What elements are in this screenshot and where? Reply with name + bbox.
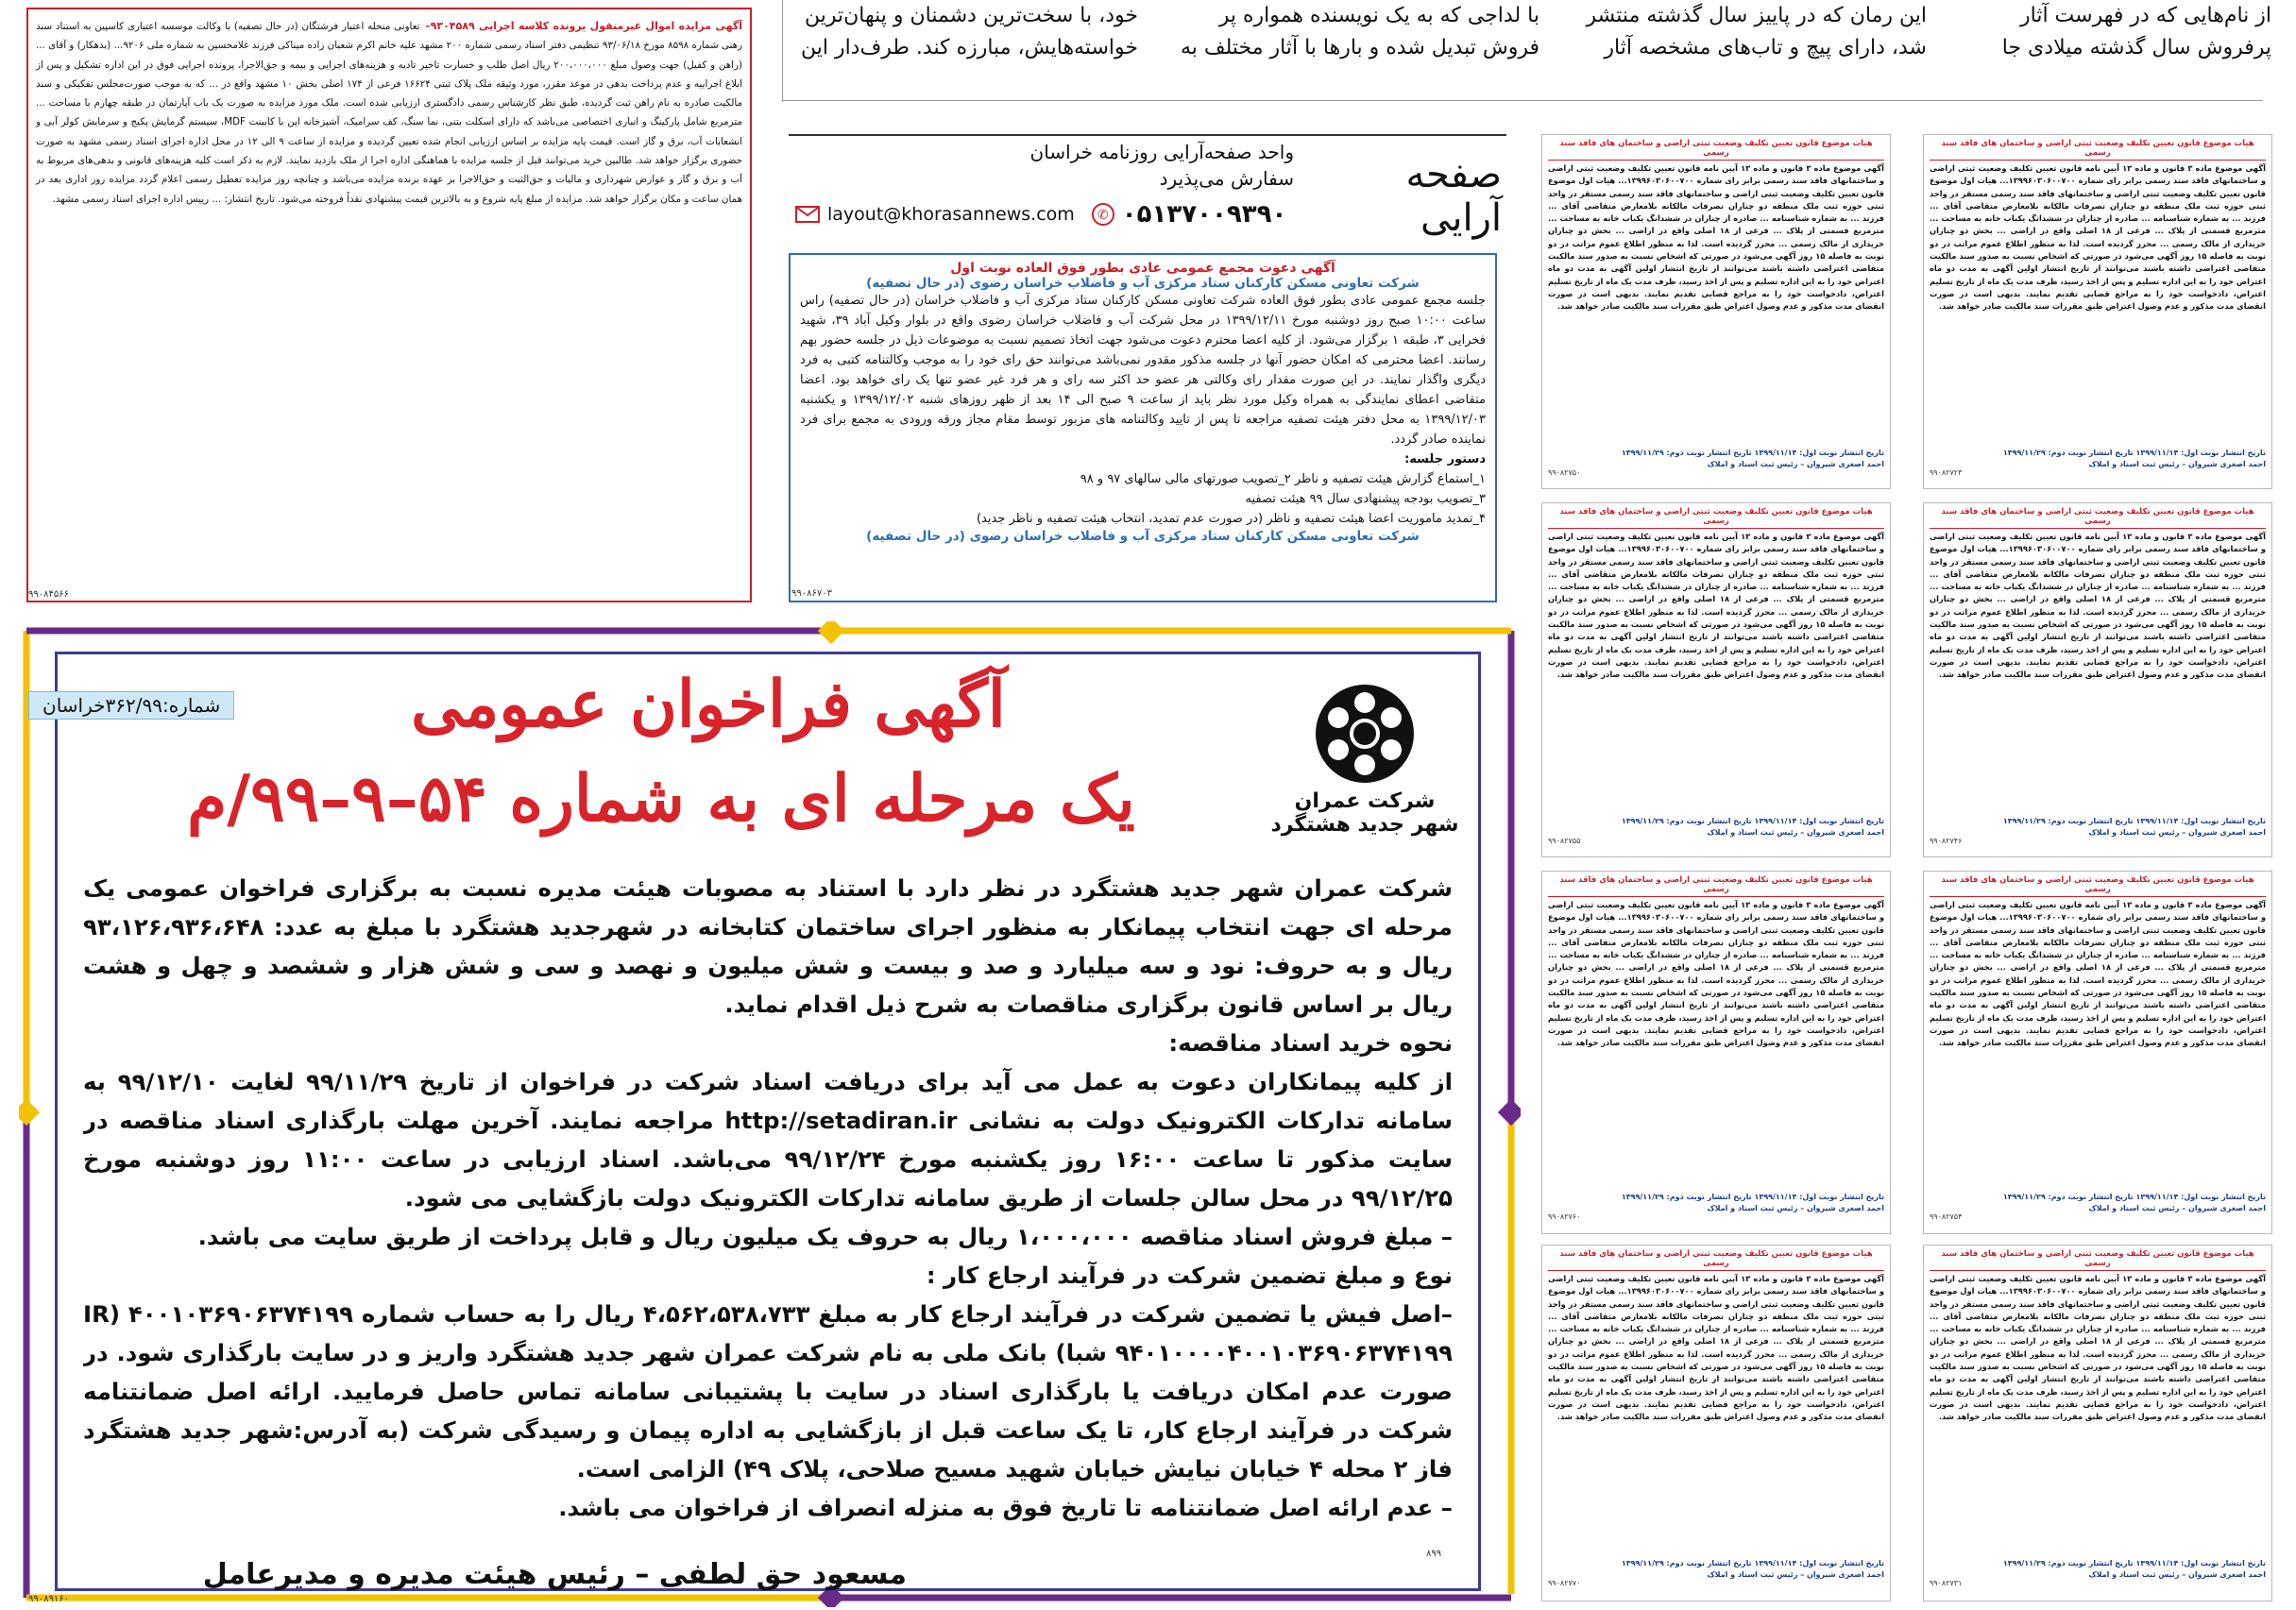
land-notice-ref: ۹۹۰۸۲۷۵۰ — [1548, 468, 1581, 477]
land-notice-body: آگهی موضوع ماده ۳ قانون و ماده ۱۳ آیین نامه قانون تعیین تکلیف وضعیت ثبتی اراضی و ساختمانهای فاقد سند رسمی برابر رای شماره ۱۳۹۹۶۰۳۰۶۰۰۷۰۰... هیات اول موضوع قانون تعیین تکلیف وضعیت ثبتی اراضی و ساختمانهای فاقد سند رسمی مستقر در واحد ثبتی حوزه ثبت ملک منطقه دو چناران تصرفات مالکانه بلامعارض متقاضی آقای ... فرزند ... به شماره شناسنامه ... صادره از چناران در ششدانگ یکباب خانه به مساحت ... مترمربع قسمتی از پلاک ... فرعی از ۱۸ اصلی واقع در اراضی ... بخش دو چناران خریداری از مالک رسمی ... محرز گردیده است. لذا به منظور اطلاع عموم مراتب در دو نوبت به فاصله ۱۵ روز آگهی می‌شود در صورتی که اشخاص نسبت به صدور سند مالکیت متقاضی اعتراضی داشته باشند می‌توانند از تاریخ انتشار اولین آگهی به مدت دو ماه اعتراض خود را به این اداره تسلیم و پس از اخذ رسید، ظرف مدت یک ماه از تاریخ تسلیم اعتراض، دادخواست خود را به مراجع قضایی تقدیم نمایند. بدیهی است در صورت انقضای مدت مذکور و عدم وصول اعتراض طبق مقررات سند مالکیت صادر خواهد شد. — [1548, 163, 1884, 312]
land-notice-signer: احمد اصغری شیروان – رئیس ثبت اسناد و املاک — [2088, 828, 2266, 837]
coop-agenda-label: دستور جلسه: — [1404, 452, 1486, 466]
land-notice-dates: تاریخ انتشار نوبت اول: ۱۳۹۹/۱۱/۱۴ تاریخ انتشار نوبت دوم: ۱۳۹۹/۱۱/۲۹ — [1621, 817, 1884, 825]
coop-notice-title: آگهی دعوت مجمع عمومی عادی بطور فوق العاده نوبت اول — [950, 261, 1335, 276]
article-column-4: از نام‌هایی که در فهرست آثار پرفروش سال گذشته میلادی جا — [2001, 4, 2271, 59]
land-notice-body: آگهی موضوع ماده ۳ قانون و ماده ۱۳ آیین نامه قانون تعیین تکلیف وضعیت ثبتی اراضی و ساختمانهای فاقد سند رسمی برابر رای شماره ۱۳۹۹۶۰۳۰۶۰۰۷۰۰... هیات اول موضوع قانون تعیین تکلیف وضعیت ثبتی اراضی و ساختمانهای فاقد سند رسمی مستقر در واحد ثبتی حوزه ثبت ملک منطقه دو چناران تصرفات مالکانه بلامعارض متقاضی آقای ... فرزند ... به شماره شناسنامه ... صادره از چناران در ششدانگ یکباب خانه به مساحت ... مترمربع قسمتی از پلاک ... فرعی از ۱۸ اصلی واقع در اراضی ... بخش دو چناران خریداری از مالک رسمی ... محرز گردیده است. لذا به منظور اطلاع عموم مراتب در دو نوبت به فاصله ۱۵ روز آگهی می‌شود در صورتی که اشخاص نسبت به صدور سند مالکیت متقاضی اعتراضی داشته باشند می‌توانند از تاریخ انتشار اولین آگهی به مدت دو ماه اعتراض خود را به این اداره تسلیم و پس از اخذ رسید، ظرف مدت یک ماه از تاریخ تسلیم اعتراض، دادخواست خود را به مراجع قضایی تقدیم نمایند. بدیهی است در صورت انقضای مدت مذکور و عدم وصول اعتراض طبق مقررات سند مالکیت صادر خواهد شد. — [1548, 900, 1884, 1048]
land-notice-dates: تاریخ انتشار نوبت اول: ۱۳۹۹/۱۱/۱۴ تاریخ انتشار نوبت دوم: ۱۳۹۹/۱۱/۲۹ — [1621, 449, 1884, 457]
land-notice-dates: تاریخ انتشار نوبت اول: ۱۳۹۹/۱۱/۱۴ تاریخ انتشار نوبت دوم: ۱۳۹۹/۱۱/۲۹ — [2002, 817, 2266, 825]
legal-notice-body: تعاونی منحله اعتبار فرشتگان (در حال تصفیه) با وکالت موسسه اعتباری کاسپین به استناد سند رهنی شماره ۸۵۹۸ مورخ ۹۳/۰۶/۱۸ تنظیمی دفتر اسناد رسمی شماره ۲۰۰ مشهد علیه خانم اکرم شعبان زاده میناکی فرزند غلامحسین به شماره ملی ۹۲۰۶... (بدهکار) و آقای ... (راهن و کفیل) جهت وصول مبلغ ۲۰۰،۰۰۰،۰۰۰ ریال اصل طلب و خسارت تاخیر تادیه و هزینه‌های اجرایی و بیمه و حق‌الاجرا، پرونده اجرایی فوق در این اداره تشکیل و پس از ابلاغ اجراییه و عدم پرداخت بدهی در موعد مقرر، مورد وثیقه ملک پلاک ثبتی ۱۶۶۲۴ فرعی از ۱۷۴ اصلی بخش ۱۰ مشهد واقع در ... که به موجب صورت‌مجلس تفکیکی و سند مالکیت صادره به نام راهن ثبت گردیده، طبق نظر کارشناس رسمی دادگستری ارزیابی شده است. ملک مورد مزایده به صورت یک باب آپارتمان در طبقه چهارم با مساحت ... مترمربع شامل پارکینگ و انباری اختصاصی می‌باشد که دارای اسکلت بتنی، نما سنگ، کف سرامیک، آشپزخانه اپن با کابینت MDF، سیستم گرمایش پکیج و سرمایش کولر آبی و انشعابات آب، برق و گاز است. قیمت پایه مزایده بر اساس ارزیابی انجام شده تعیین گردیده و مزایده از ساعت ۹ الی ۱۲ در محل اداره اجرای اسناد رسمی مشهد به صورت حضوری برگزار خواهد شد. طالبین خرید می‌توانند قبل از جلسه مزایده با هماهنگی اداره اجرا از ملک بازدید نمایند. لازم به ذکر است کلیه هزینه‌های قانونی و بدهی‌های مربوط به آب و برق و گاز و عوارض شهرداری و مالیات و حق‌الثبت و حق‌الاجرا بر عهده برنده مزایده می‌باشد و چنانچه روز مزایده تعطیل رسمی اعلام گردد مزایده روز اداری بعد در همان ساعت و مکان برگزار خواهد شد. مزایده از مبلغ پایه شروع و به بالاترین قیمت پیشنهادی نقداً فروخته می‌شود. تاریخ انتشار: ... رییس اداره اجرای اسناد رسمی مشهد. — [36, 21, 743, 205]
land-notice-body: آگهی موضوع ماده ۳ قانون و ماده ۱۳ آیین نامه قانون تعیین تکلیف وضعیت ثبتی اراضی و ساختمانهای فاقد سند رسمی برابر رای شماره ۱۳۹۹۶۰۳۰۶۰۰۷۰۰... هیات اول موضوع قانون تعیین تکلیف وضعیت ثبتی اراضی و ساختمانهای فاقد سند رسمی مستقر در واحد ثبتی حوزه ثبت ملک منطقه دو چناران تصرفات مالکانه بلامعارض متقاضی آقای ... فرزند ... به شماره شناسنامه ... صادره از چناران در ششدانگ یکباب خانه به مساحت ... مترمربع قسمتی از پلاک ... فرعی از ۱۸ اصلی واقع در اراضی ... بخش دو چناران خریداری از مالک رسمی ... محرز گردیده است. لذا به منظور اطلاع عموم مراتب در دو نوبت به فاصله ۱۵ روز آگهی می‌شود در صورتی که اشخاص نسبت به صدور سند مالکیت متقاضی اعتراضی داشته باشند می‌توانند از تاریخ انتشار اولین آگهی به مدت دو ماه اعتراض خود را به این اداره تسلیم و پس از اخذ رسید، ظرف مدت یک ماه از تاریخ تسلیم اعتراض، دادخواست خود را به مراجع قضایی تقدیم نمایند. بدیهی است در صورت انقضای مدت مذکور و عدم وصول اعتراض طبق مقررات سند مالکیت صادر خواهد شد. — [1930, 1274, 2266, 1422]
legal-notice-title: آگهی مزایده اموال غیرمنقول پرونده کلاسه اجرایی ۹۳۰۴۵۸۹– — [425, 20, 742, 32]
legal-notice-ref: ۹۹۰۸۴۵۶۶ — [28, 589, 69, 600]
land-notice — [1541, 134, 1891, 489]
tender-number-badge: شماره:۳۶۲/۹۹خراسان — [28, 691, 234, 720]
tender-section-heading: نوع و مبلغ تضمین شرکت در فرآیند ارجاع کار : — [926, 1262, 1453, 1289]
tender-paragraph — [83, 1527, 1453, 1530]
land-notice-body: آگهی موضوع ماده ۳ قانون و ماده ۱۳ آیین نامه قانون تعیین تکلیف وضعیت ثبتی اراضی و ساختمانهای فاقد سند رسمی برابر رای شماره ۱۳۹۹۶۰۳۰۶۰۰۷۰۰... هیات اول موضوع قانون تعیین تکلیف وضعیت ثبتی اراضی و ساختمانهای فاقد سند رسمی مستقر در واحد ثبتی حوزه ثبت ملک منطقه دو چناران تصرفات مالکانه بلامعارض متقاضی آقای ... فرزند ... به شماره شناسنامه ... صادره از چناران در ششدانگ یکباب خانه به مساحت ... مترمربع قسمتی از پلاک ... فرعی از ۱۸ اصلی واقع در اراضی ... بخش دو چناران خریداری از مالک رسمی ... محرز گردیده است. لذا به منظور اطلاع عموم مراتب در دو نوبت به فاصله ۱۵ روز آگهی می‌شود در صورتی که اشخاص نسبت به صدور سند مالکیت متقاضی اعتراضی داشته باشند می‌توانند از تاریخ انتشار اولین آگهی به مدت دو ماه اعتراض خود را به این اداره تسلیم و پس از اخذ رسید، ظرف مدت یک ماه از تاریخ تسلیم اعتراض، دادخواست خود را به مراجع قضایی تقدیم نمایند. بدیهی است در صورت انقضای مدت مذکور و عدم وصول اعتراض طبق مقررات سند مالکیت صادر خواهد شد. — [1930, 532, 2266, 680]
tender-signature: مسعود حق لطفی – رئیس هیئت مدیره و مدیرعامل — [202, 1558, 907, 1591]
land-notice-body: آگهی موضوع ماده ۳ قانون و ماده ۱۳ آیین نامه قانون تعیین تکلیف وضعیت ثبتی اراضی و ساختمانهای فاقد سند رسمی برابر رای شماره ۱۳۹۹۶۰۳۰۶۰۰۷۰۰... هیات اول موضوع قانون تعیین تکلیف وضعیت ثبتی اراضی و ساختمانهای فاقد سند رسمی مستقر در واحد ثبتی حوزه ثبت ملک منطقه دو چناران تصرفات مالکانه بلامعارض متقاضی آقای ... فرزند ... به شماره شناسنامه ... صادره از چناران در ششدانگ یکباب خانه به مساحت ... مترمربع قسمتی از پلاک ... فرعی از ۱۸ اصلی واقع در اراضی ... بخش دو چناران خریداری از مالک رسمی ... محرز گردیده است. لذا به منظور اطلاع عموم مراتب در دو نوبت به فاصله ۱۵ روز آگهی می‌شود در صورتی که اشخاص نسبت به صدور سند مالکیت متقاضی اعتراضی داشته باشند می‌توانند از تاریخ انتشار اولین آگهی به مدت دو ماه اعتراض خود را به این اداره تسلیم و پس از اخذ رسید، ظرف مدت یک ماه از تاریخ تسلیم اعتراض، دادخواست خود را به مراجع قضایی تقدیم نمایند. بدیهی است در صورت انقضای مدت مذکور و عدم وصول اعتراض طبق مقررات سند مالکیت صادر خواهد شد. — [1548, 532, 1884, 680]
cooperative-assembly-notice — [789, 253, 1497, 602]
land-notice — [1541, 502, 1891, 857]
omran-logo-icon — [1313, 682, 1417, 786]
tender-section-heading: نحوه خرید اسناد مناقصه: — [1168, 1029, 1453, 1057]
land-notice — [1541, 1245, 1891, 1602]
logo-city-name: شهر جدید هشتگرد — [1270, 813, 1459, 837]
land-notice-header: هیات موضوع قانون تعیین تکلیف وضعیت ثبتی اراضی و ساختمان های فاقد سند رسمی — [1548, 139, 1884, 161]
coop-agenda-item: ۳_تصویب بودجه پیشنهادی سال ۹۹ هیئت تصفیه — [1245, 492, 1486, 506]
land-notice — [1923, 1245, 2272, 1602]
land-notice-signer: احمد اصغری شیروان – رئیس ثبت اسناد و املاک — [1707, 828, 1884, 837]
land-notice-signer: احمد اصغری شیروان – رئیس ثبت اسناد و املاک — [1707, 460, 1884, 468]
tender-title-line-2: یک مرحله ای به شماره ۵۴–۹–۹۹/م — [187, 761, 1135, 837]
logo-company-name: شرکت عمران — [1294, 789, 1436, 813]
tender-body — [83, 869, 1453, 1530]
land-notice-ref: ۹۹۰۸۲۷۵۵ — [1548, 837, 1581, 845]
land-notice — [1541, 871, 1891, 1234]
coop-notice-footer: شرکت تعاونی مسکن کارکنان ستاد مرکزی آب و فاضلاب خراسان رضوی (در حال تصفیه) — [866, 529, 1420, 544]
tender-paragraph: از کلیه پیمانکاران دعوت به عمل می آید برای دریافت اسناد شرکت در فراخوان از تاریخ ۹۹/۱۱/۲۹ لغایت ۹۹/۱۲/۱۰ به سامانه تدارکات الکترونیک دولت به نشانی http://setadiran.ir مراجعه نمایند. آخرین مهلت بارگذاری اسناد مناقصه در سایت مذکور تا ساعت ۱۶:۰۰ روز یکشنبه مورخ ۹۹/۱۲/۲۴ می‌باشد. اسناد ارزیابی در ساعت ۱۱:۰۰ روز دوشنبه مورخ ۹۹/۱۲/۲۵ در محل سالن جلسات از طریق سامانه تدارکات الکترونیک دولت بازگشایی می شود. — [83, 1068, 1453, 1212]
land-notice-signer: احمد اصغری شیروان – رئیس ثبت اسناد و املاک — [1707, 1570, 1884, 1579]
promo-title: صفحه آرایی — [1405, 153, 1502, 240]
land-notice — [1923, 134, 2272, 489]
top-column-divider — [782, 0, 783, 102]
land-notice-dates: تاریخ انتشار نوبت اول: ۱۳۹۹/۱۱/۱۴ تاریخ انتشار نوبت دوم: ۱۳۹۹/۱۱/۲۹ — [1621, 1559, 1884, 1568]
land-notice-signer: احمد اصغری شیروان – رئیس ثبت اسناد و املاک — [2088, 1570, 2266, 1579]
land-notice-ref: ۹۹۰۸۲۷۲۳ — [1930, 468, 1963, 477]
email-icon — [795, 206, 820, 223]
promo-line-1: واحد صفحه‌آرایی روزنامه خراسان — [1029, 141, 1294, 163]
legal-auction-notice — [26, 8, 752, 602]
land-notice-signer: احمد اصغری شیروان – رئیس ثبت اسناد و املاک — [2088, 460, 2266, 468]
land-notice-body: آگهی موضوع ماده ۳ قانون و ماده ۱۳ آیین نامه قانون تعیین تکلیف وضعیت ثبتی اراضی و ساختمانهای فاقد سند رسمی برابر رای شماره ۱۳۹۹۶۰۳۰۶۰۰۷۰۰... هیات اول موضوع قانون تعیین تکلیف وضعیت ثبتی اراضی و ساختمانهای فاقد سند رسمی مستقر در واحد ثبتی حوزه ثبت ملک منطقه دو چناران تصرفات مالکانه بلامعارض متقاضی آقای ... فرزند ... به شماره شناسنامه ... صادره از چناران در ششدانگ یکباب خانه به مساحت ... مترمربع قسمتی از پلاک ... فرعی از ۱۸ اصلی واقع در اراضی ... بخش دو چناران خریداری از مالک رسمی ... محرز گردیده است. لذا به منظور اطلاع عموم مراتب در دو نوبت به فاصله ۱۵ روز آگهی می‌شود در صورتی که اشخاص نسبت به صدور سند مالکیت متقاضی اعتراضی داشته باشند می‌توانند از تاریخ انتشار اولین آگهی به مدت دو ماه اعتراض خود را به این اداره تسلیم و پس از اخذ رسید، ظرف مدت یک ماه از تاریخ تسلیم اعتراض، دادخواست خود را به مراجع قضایی تقدیم نمایند. بدیهی است در صورت انقضای مدت مذکور و عدم وصول اعتراض طبق مقررات سند مالکیت صادر خواهد شد. — [1548, 1274, 1884, 1422]
land-notice-ref: ۹۹۰۸۲۷۵۴ — [1930, 1212, 1963, 1221]
tender-ref: ۹۹۰۸۹۱۶۰ — [28, 1594, 69, 1604]
tender-corner-number: ۸۹۹ — [1426, 1549, 1442, 1559]
land-notice-ref: ۹۹۰۸۲۷۷۰ — [1548, 1579, 1581, 1587]
tender-paragraph: – عدم ارائه اصل ضمانتنامه تا تاریخ فوق به منزله انصراف از فراخوان می باشد. — [558, 1494, 1453, 1521]
coop-agenda-item: ۱_استماع گزارش هیئت تصفیه و ناظر ۲_تصویب صورتهای مالی سالهای ۹۷ و ۹۸ — [1080, 472, 1486, 486]
land-notice-dates: تاریخ انتشار نوبت اول: ۱۳۹۹/۱۱/۱۴ تاریخ انتشار نوبت دوم: ۱۳۹۹/۱۱/۲۹ — [2002, 1193, 2266, 1201]
land-notice-dates: تاریخ انتشار نوبت اول: ۱۳۹۹/۱۱/۱۴ تاریخ انتشار نوبت دوم: ۱۳۹۹/۱۱/۲۹ — [2002, 449, 2266, 457]
land-notice-dates: تاریخ انتشار نوبت اول: ۱۳۹۹/۱۱/۱۴ تاریخ انتشار نوبت دوم: ۱۳۹۹/۱۱/۲۹ — [1621, 1193, 1884, 1201]
article-column-2: با لدا‌جی که به یک نویسنده همواره پر فروش تبدیل شده و بارها با آثار مختلف به — [1180, 4, 1539, 59]
land-notice-ref: ۹۹۰۸۲۷۶۰ — [1548, 1212, 1581, 1221]
land-notice-ref: ۹۹۰۸۲۷۳۱ — [1930, 1579, 1963, 1587]
tender-paragraph: شرکت عمران شهر جدید هشتگرد در نظر دارد با استناد به مصوبات هیئت مدیره نسبت به برگزاری فراخوان عمومی یک مرحله ای جهت انتخاب پیمانکار به منظور اجرای ساختمان کتابخانه در شهرجدید هشتگرد با مبلغ به عدد: ۹۳،۱۲۶،۹۳۶،۶۴۸ ریال و به حروف: نود و سه میلیارد و صد و بیست و شش میلیون و نهصد و سی و شش هزار و ششصد و چهل و هشت ریال بر اساس قانون برگزاری مناقصات به شرح ذیل اقدام نماید. — [83, 874, 1453, 1018]
land-notice-signer: احمد اصغری شیروان – رئیس ثبت اسناد و املاک — [1707, 1204, 1884, 1212]
land-notice-body: آگهی موضوع ماده ۳ قانون و ماده ۱۳ آیین نامه قانون تعیین تکلیف وضعیت ثبتی اراضی و ساختمانهای فاقد سند رسمی برابر رای شماره ۱۳۹۹۶۰۳۰۶۰۰۷۰۰... هیات اول موضوع قانون تعیین تکلیف وضعیت ثبتی اراضی و ساختمانهای فاقد سند رسمی مستقر در واحد ثبتی حوزه ثبت ملک منطقه دو چناران تصرفات مالکانه بلامعارض متقاضی آقای ... فرزند ... به شماره شناسنامه ... صادره از چناران در ششدانگ یکباب خانه به مساحت ... مترمربع قسمتی از پلاک ... فرعی از ۱۸ اصلی واقع در اراضی ... بخش دو چناران خریداری از مالک رسمی ... محرز گردیده است. لذا به منظور اطلاع عموم مراتب در دو نوبت به فاصله ۱۵ روز آگهی می‌شود در صورتی که اشخاص نسبت به صدور سند مالکیت متقاضی اعتراضی داشته باشند می‌توانند از تاریخ انتشار اولین آگهی به مدت دو ماه اعتراض خود را به این اداره تسلیم و پس از اخذ رسید، ظرف مدت یک ماه از تاریخ تسلیم اعتراض، دادخواست خود را به مراجع قضایی تقدیم نمایند. بدیهی است در صورت انقضای مدت مذکور و عدم وصول اعتراض طبق مقررات سند مالکیت صادر خواهد شد. — [1930, 900, 2266, 1048]
land-notice — [1923, 502, 2272, 857]
coop-agenda-item: ۴_تمدید ماموریت اعضا هیئت تصفیه و ناظر (در صورت عدم تمدید، انتخاب هیئت تصفیه و ناظر جدید) — [976, 512, 1486, 526]
land-notice-header: هیات موضوع قانون تعیین تکلیف وضعیت ثبتی اراضی و ساختمان های فاقد سند رسمی — [1930, 507, 2266, 529]
land-notice-header: هیات موضوع قانون تعیین تکلیف وضعیت ثبتی اراضی و ساختمان های فاقد سند رسمی — [1548, 1249, 1884, 1271]
tender-title-line-1: آگهی فراخوان عمومی — [411, 667, 1006, 742]
land-notice — [1923, 871, 2272, 1234]
phone-icon: ✆ — [1092, 203, 1114, 226]
coop-notice-ref: ۹۹۰۸۶۷۰۳ — [791, 588, 832, 599]
article-column-1: خود، با سخت‌ترین دشمنان و پنهان‌ترین خواسته‌هایش، مبارزه کند. طرف‌دار این — [800, 4, 1138, 59]
promo-contact — [795, 200, 1504, 229]
promo-rule — [789, 134, 1506, 136]
land-notice-ref: ۹۹۰۸۲۷۴۶ — [1930, 837, 1963, 845]
coop-notice-subtitle: شرکت تعاونی مسکن کارکنان ستاد مرکزی آب و فاضلاب خراسان رضوی (در حال تصفیه) — [866, 276, 1420, 291]
land-notice-header: هیات موضوع قانون تعیین تکلیف وضعیت ثبتی اراضی و ساختمان های فاقد سند رسمی — [1548, 875, 1884, 897]
tender-paragraph: –اصل فیش یا تضمین شرکت در فرآیند ارجاع کار به مبلغ ۴،۵۶۲،۵۳۸،۷۳۳ ریال را به حساب شماره ۴۰۰۱۰۳۶۹۰۶۳۷۴۱۹۹ (IR ۹۴۰۱۰۰۰۰۴۰۰۱۰۳۶۹۰۶۳۷۴۱۹۹ شبا) بانک ملی به نام شرکت عمران شهر جدید هشتگرد واریز و در سایت بارگذاری شود. در صورت عدم امکان دریافت یا بارگذاری اسناد در سایت با پشتیبانی سامانه تماس حاصل فرمایید. ارائه اصل ضمانتنامه شرکت در فرآیند ارجاع کار، تا یک ساعت قبل از بازگشایی به اداره پیمان و رسیدگی شرکت (به آدرس:شهر جدید هشتگرد فاز ۲ محله ۴ خیابان نیایش خیابان شهید مسیح صلاحی، پلاک ۴۹) الزامی است. — [83, 1300, 1453, 1483]
promo-email[interactable]: layout@khorasannews.com — [827, 204, 1075, 225]
promo-line-2: سفارش می‌پذیرد — [1159, 167, 1294, 190]
land-notice-body: آگهی موضوع ماده ۳ قانون و ماده ۱۳ آیین نامه قانون تعیین تکلیف وضعیت ثبتی اراضی و ساختمانهای فاقد سند رسمی برابر رای شماره ۱۳۹۹۶۰۳۰۶۰۰۷۰۰... هیات اول موضوع قانون تعیین تکلیف وضعیت ثبتی اراضی و ساختمانهای فاقد سند رسمی مستقر در واحد ثبتی حوزه ثبت ملک منطقه دو چناران تصرفات مالکانه بلامعارض متقاضی آقای ... فرزند ... به شماره شناسنامه ... صادره از چناران در ششدانگ یکباب خانه به مساحت ... مترمربع قسمتی از پلاک ... فرعی از ۱۸ اصلی واقع در اراضی ... بخش دو چناران خریداری از مالک رسمی ... محرز گردیده است. لذا به منظور اطلاع عموم مراتب در دو نوبت به فاصله ۱۵ روز آگهی می‌شود در صورتی که اشخاص نسبت به صدور سند مالکیت متقاضی اعتراضی داشته باشند می‌توانند از تاریخ انتشار اولین آگهی به مدت دو ماه اعتراض خود را به این اداره تسلیم و پس از اخذ رسید، ظرف مدت یک ماه از تاریخ تسلیم اعتراض، دادخواست خود را به مراجع قضایی تقدیم نمایند. بدیهی است در صورت انقضای مدت مذکور و عدم وصول اعتراض طبق مقررات سند مالکیت صادر خواهد شد. — [1930, 163, 2266, 312]
company-logo — [1256, 682, 1473, 852]
top-strip-rule — [782, 100, 2263, 101]
tender-paragraph: – مبلغ فروش اسناد مناقصه ۱،۰۰۰،۰۰۰ ریال به حروف یک میلیون ریال و قابل پرداخت از طریق سایت می باشد. — [197, 1223, 1453, 1250]
article-column-3: این رمان که در پاییز سال گذشته منتشر شد، دارای پیچ و تاب‌های مشخصه آثار — [1586, 4, 1927, 59]
land-notice-signer: احمد اصغری شیروان – رئیس ثبت اسناد و املاک — [2088, 1204, 2266, 1212]
land-notice-header: هیات موضوع قانون تعیین تکلیف وضعیت ثبتی اراضی و ساختمان های فاقد سند رسمی — [1930, 1249, 2266, 1271]
promo-phone[interactable]: ۰۵۱۳۷۰۰۹۳۹۰ — [1121, 200, 1287, 229]
land-notice-dates: تاریخ انتشار نوبت اول: ۱۳۹۹/۱۱/۱۴ تاریخ انتشار نوبت دوم: ۱۳۹۹/۱۱/۲۹ — [2002, 1559, 2266, 1568]
land-notice-header: هیات موضوع قانون تعیین تکلیف وضعیت ثبتی اراضی و ساختمان های فاقد سند رسمی — [1548, 507, 1884, 529]
coop-notice-body: جلسه مجمع عمومی عادی بطور فوق العاده شرکت تعاونی مسکن کارکنان ستاد مرکزی آب و فاضلاب خراسان (در حال تصفیه) راس ساعت ۱۰:۰۰ صبح روز دوشنبه مورخ ۱۳۹۹/۱۲/۱۱ در محل شرکت آب و فاضلاب خراسان رضوی واقع در بلوار وکیل آباد ۳۹، شهید فخرایی ۳، طبقه ۱ برگزار می‌شود. از کلیه اعضا محترم دعوت می‌شود جهت اتخاذ تصمیم نسبت به موضوعات ذیل در جلسه حضور بهم رسانند. اعضا محترمی که امکان حضور آنها در جلسه مذکور مقدور نمی‌باشد می‌توانند حق رای خود را به موجب وکالتنامه کتبی به فرد دیگری واگذار نمایند. در این صورت مقدار رای وکالتی هر عضو حد اکثر سه رای و هر فرد غیر عضو تنها یک رای خواهد بود. اعضا متقاضی اعطای نمایندگی به همراه وکیل مورد نظر باید از ساعت ۹ صبح الی ۱۴ بعد از ظهر روزهای شنبه ۱۳۹۹/۱۲/۰۲ و یکشنبه ۱۳۹۹/۱۲/۰۳ به محل دفتر هیئت تصفیه مراجعه تا پس از تایید وکالتنامه های مزبور توسط مقام مجاز ورقه ورودی به مجمع برای فرد نماینده صادر گردد. — [800, 294, 1486, 447]
land-notice-header: هیات موضوع قانون تعیین تکلیف وضعیت ثبتی اراضی و ساختمان های فاقد سند رسمی — [1930, 875, 2266, 897]
land-notice-header: هیات موضوع قانون تعیین تکلیف وضعیت ثبتی اراضی و ساختمان های فاقد سند رسمی — [1930, 139, 2266, 161]
